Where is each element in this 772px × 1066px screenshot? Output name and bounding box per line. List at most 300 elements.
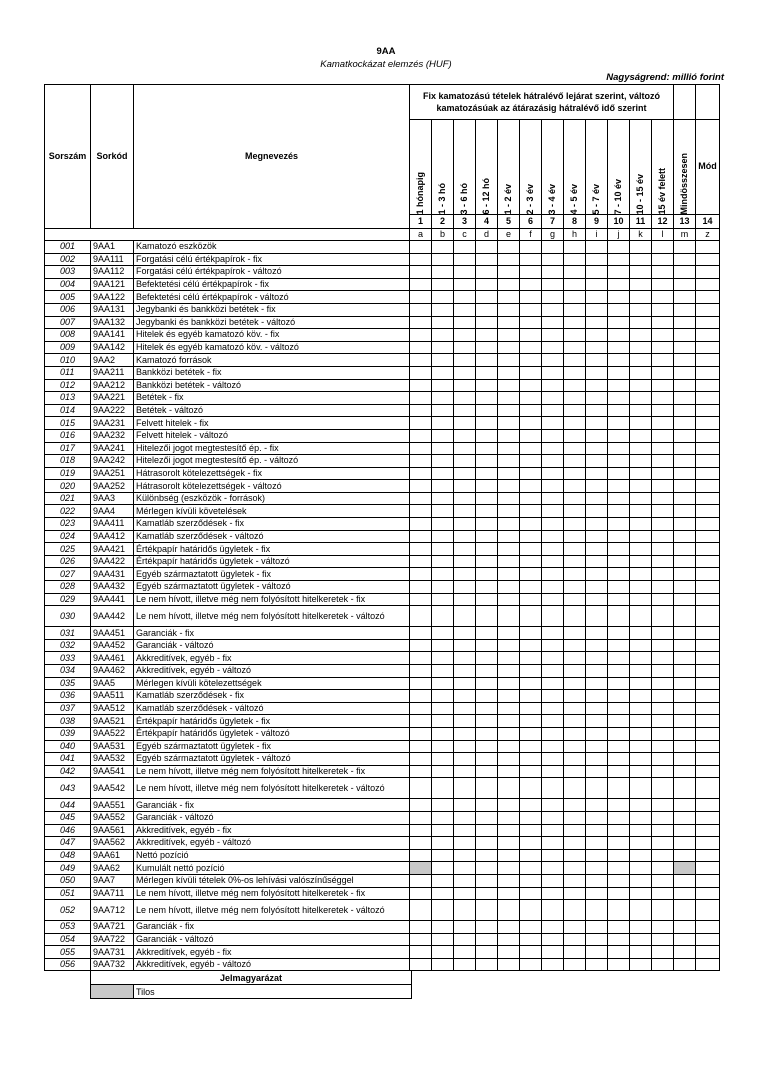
value-cell[interactable] xyxy=(586,581,608,594)
value-cell[interactable] xyxy=(608,455,630,468)
value-cell[interactable] xyxy=(608,824,630,837)
value-cell[interactable] xyxy=(674,404,696,417)
value-cell[interactable] xyxy=(454,366,476,379)
value-cell[interactable] xyxy=(498,392,520,405)
value-cell[interactable] xyxy=(476,555,498,568)
value-cell[interactable] xyxy=(520,811,542,824)
value-cell[interactable] xyxy=(432,837,454,850)
value-cell[interactable] xyxy=(432,740,454,753)
value-cell[interactable] xyxy=(652,639,674,652)
value-cell[interactable] xyxy=(498,690,520,703)
value-cell[interactable] xyxy=(520,639,542,652)
value-cell[interactable] xyxy=(454,921,476,934)
value-cell[interactable] xyxy=(696,291,720,304)
value-cell[interactable] xyxy=(498,417,520,430)
value-cell[interactable] xyxy=(410,329,432,342)
value-cell[interactable] xyxy=(498,316,520,329)
value-cell[interactable] xyxy=(564,849,586,862)
value-cell[interactable] xyxy=(586,291,608,304)
value-cell[interactable] xyxy=(564,627,586,640)
value-cell[interactable] xyxy=(652,677,674,690)
value-cell[interactable] xyxy=(652,727,674,740)
value-cell[interactable] xyxy=(674,241,696,254)
value-cell[interactable] xyxy=(674,702,696,715)
value-cell[interactable] xyxy=(674,316,696,329)
value-cell[interactable] xyxy=(432,518,454,531)
value-cell[interactable] xyxy=(476,404,498,417)
value-cell[interactable] xyxy=(542,849,564,862)
value-cell[interactable] xyxy=(630,921,652,934)
value-cell[interactable] xyxy=(608,740,630,753)
value-cell[interactable] xyxy=(586,593,608,606)
value-cell[interactable] xyxy=(608,665,630,678)
value-cell[interactable] xyxy=(652,417,674,430)
value-cell[interactable] xyxy=(652,593,674,606)
value-cell[interactable] xyxy=(498,702,520,715)
value-cell[interactable] xyxy=(652,740,674,753)
value-cell[interactable] xyxy=(498,429,520,442)
value-cell[interactable] xyxy=(476,849,498,862)
value-cell[interactable] xyxy=(586,505,608,518)
value-cell[interactable] xyxy=(476,778,498,799)
value-cell[interactable] xyxy=(564,900,586,921)
value-cell[interactable] xyxy=(520,837,542,850)
value-cell[interactable] xyxy=(630,811,652,824)
value-cell[interactable] xyxy=(696,627,720,640)
value-cell[interactable] xyxy=(476,933,498,946)
value-cell[interactable] xyxy=(498,811,520,824)
value-cell[interactable] xyxy=(608,862,630,875)
value-cell[interactable] xyxy=(542,341,564,354)
value-cell[interactable] xyxy=(696,442,720,455)
value-cell[interactable] xyxy=(520,266,542,279)
value-cell[interactable] xyxy=(410,316,432,329)
value-cell[interactable] xyxy=(564,303,586,316)
value-cell[interactable] xyxy=(542,778,564,799)
value-cell[interactable] xyxy=(608,639,630,652)
value-cell[interactable] xyxy=(696,799,720,812)
value-cell[interactable] xyxy=(454,727,476,740)
value-cell[interactable] xyxy=(696,606,720,627)
value-cell[interactable] xyxy=(432,442,454,455)
value-cell[interactable] xyxy=(630,900,652,921)
value-cell[interactable] xyxy=(542,278,564,291)
value-cell[interactable] xyxy=(454,518,476,531)
value-cell[interactable] xyxy=(564,837,586,850)
value-cell[interactable] xyxy=(432,581,454,594)
value-cell[interactable] xyxy=(498,727,520,740)
value-cell[interactable] xyxy=(564,480,586,493)
value-cell[interactable] xyxy=(542,900,564,921)
value-cell[interactable] xyxy=(630,690,652,703)
value-cell[interactable] xyxy=(696,392,720,405)
value-cell[interactable] xyxy=(542,366,564,379)
value-cell[interactable] xyxy=(520,480,542,493)
value-cell[interactable] xyxy=(432,715,454,728)
value-cell[interactable] xyxy=(476,442,498,455)
value-cell[interactable] xyxy=(410,442,432,455)
value-cell[interactable] xyxy=(432,799,454,812)
value-cell[interactable] xyxy=(454,329,476,342)
value-cell[interactable] xyxy=(696,417,720,430)
value-cell[interactable] xyxy=(652,811,674,824)
value-cell[interactable] xyxy=(630,627,652,640)
value-cell[interactable] xyxy=(520,593,542,606)
value-cell[interactable] xyxy=(542,291,564,304)
value-cell[interactable] xyxy=(586,946,608,959)
value-cell[interactable] xyxy=(630,543,652,556)
value-cell[interactable] xyxy=(608,593,630,606)
value-cell[interactable] xyxy=(586,266,608,279)
value-cell[interactable] xyxy=(630,253,652,266)
value-cell[interactable] xyxy=(652,492,674,505)
value-cell[interactable] xyxy=(520,824,542,837)
value-cell[interactable] xyxy=(432,921,454,934)
value-cell[interactable] xyxy=(630,740,652,753)
value-cell[interactable] xyxy=(608,530,630,543)
value-cell[interactable] xyxy=(630,241,652,254)
value-cell[interactable] xyxy=(542,862,564,875)
value-cell[interactable] xyxy=(674,765,696,778)
value-cell[interactable] xyxy=(476,581,498,594)
value-cell[interactable] xyxy=(586,677,608,690)
value-cell[interactable] xyxy=(674,606,696,627)
value-cell[interactable] xyxy=(608,715,630,728)
value-cell[interactable] xyxy=(520,241,542,254)
value-cell[interactable] xyxy=(432,824,454,837)
value-cell[interactable] xyxy=(410,530,432,543)
value-cell[interactable] xyxy=(586,627,608,640)
value-cell[interactable] xyxy=(674,417,696,430)
value-cell[interactable] xyxy=(520,366,542,379)
value-cell[interactable] xyxy=(454,849,476,862)
value-cell[interactable] xyxy=(630,291,652,304)
value-cell[interactable] xyxy=(564,291,586,304)
value-cell[interactable] xyxy=(432,887,454,900)
value-cell[interactable] xyxy=(586,874,608,887)
value-cell[interactable] xyxy=(498,837,520,850)
value-cell[interactable] xyxy=(630,946,652,959)
value-cell[interactable] xyxy=(410,900,432,921)
value-cell[interactable] xyxy=(630,824,652,837)
value-cell[interactable] xyxy=(454,665,476,678)
value-cell[interactable] xyxy=(542,933,564,946)
value-cell[interactable] xyxy=(696,278,720,291)
value-cell[interactable] xyxy=(476,455,498,468)
value-cell[interactable] xyxy=(586,341,608,354)
value-cell[interactable] xyxy=(476,665,498,678)
value-cell[interactable] xyxy=(696,887,720,900)
value-cell[interactable] xyxy=(586,799,608,812)
value-cell[interactable] xyxy=(564,778,586,799)
value-cell[interactable] xyxy=(498,933,520,946)
value-cell[interactable] xyxy=(608,921,630,934)
value-cell[interactable] xyxy=(696,946,720,959)
value-cell[interactable] xyxy=(674,740,696,753)
value-cell[interactable] xyxy=(498,492,520,505)
value-cell[interactable] xyxy=(564,278,586,291)
value-cell[interactable] xyxy=(652,702,674,715)
value-cell[interactable] xyxy=(564,874,586,887)
value-cell[interactable] xyxy=(564,354,586,367)
value-cell[interactable] xyxy=(476,921,498,934)
value-cell[interactable] xyxy=(476,652,498,665)
value-cell[interactable] xyxy=(476,593,498,606)
value-cell[interactable] xyxy=(410,606,432,627)
value-cell[interactable] xyxy=(564,417,586,430)
value-cell[interactable] xyxy=(586,811,608,824)
value-cell[interactable] xyxy=(520,778,542,799)
value-cell[interactable] xyxy=(586,518,608,531)
value-cell[interactable] xyxy=(586,933,608,946)
value-cell[interactable] xyxy=(476,266,498,279)
value-cell[interactable] xyxy=(564,862,586,875)
value-cell[interactable] xyxy=(696,715,720,728)
value-cell[interactable] xyxy=(630,581,652,594)
value-cell[interactable] xyxy=(586,429,608,442)
value-cell[interactable] xyxy=(630,874,652,887)
value-cell[interactable] xyxy=(454,354,476,367)
value-cell[interactable] xyxy=(520,303,542,316)
value-cell[interactable] xyxy=(476,303,498,316)
value-cell[interactable] xyxy=(498,715,520,728)
value-cell[interactable] xyxy=(542,593,564,606)
value-cell[interactable] xyxy=(410,429,432,442)
value-cell[interactable] xyxy=(630,404,652,417)
value-cell[interactable] xyxy=(542,480,564,493)
value-cell[interactable] xyxy=(520,278,542,291)
value-cell[interactable] xyxy=(454,253,476,266)
value-cell[interactable] xyxy=(410,765,432,778)
value-cell[interactable] xyxy=(432,849,454,862)
value-cell[interactable] xyxy=(608,946,630,959)
value-cell[interactable] xyxy=(564,715,586,728)
value-cell[interactable] xyxy=(432,627,454,640)
value-cell[interactable] xyxy=(520,765,542,778)
value-cell[interactable] xyxy=(586,778,608,799)
value-cell[interactable] xyxy=(432,417,454,430)
value-cell[interactable] xyxy=(498,627,520,640)
value-cell[interactable] xyxy=(630,266,652,279)
value-cell[interactable] xyxy=(498,266,520,279)
value-cell[interactable] xyxy=(476,606,498,627)
value-cell[interactable] xyxy=(542,799,564,812)
value-cell[interactable] xyxy=(696,727,720,740)
value-cell[interactable] xyxy=(454,429,476,442)
value-cell[interactable] xyxy=(564,740,586,753)
value-cell[interactable] xyxy=(696,765,720,778)
value-cell[interactable] xyxy=(608,316,630,329)
value-cell[interactable] xyxy=(652,627,674,640)
value-cell[interactable] xyxy=(608,690,630,703)
value-cell[interactable] xyxy=(674,593,696,606)
value-cell[interactable] xyxy=(674,329,696,342)
value-cell[interactable] xyxy=(586,887,608,900)
value-cell[interactable] xyxy=(608,467,630,480)
value-cell[interactable] xyxy=(652,366,674,379)
value-cell[interactable] xyxy=(498,278,520,291)
value-cell[interactable] xyxy=(564,241,586,254)
value-cell[interactable] xyxy=(674,480,696,493)
value-cell[interactable] xyxy=(608,958,630,971)
value-cell[interactable] xyxy=(608,849,630,862)
value-cell[interactable] xyxy=(652,303,674,316)
value-cell[interactable] xyxy=(498,778,520,799)
value-cell[interactable] xyxy=(454,627,476,640)
value-cell[interactable] xyxy=(586,555,608,568)
value-cell[interactable] xyxy=(586,417,608,430)
value-cell[interactable] xyxy=(674,555,696,568)
value-cell[interactable] xyxy=(454,581,476,594)
value-cell[interactable] xyxy=(564,543,586,556)
value-cell[interactable] xyxy=(652,849,674,862)
value-cell[interactable] xyxy=(454,568,476,581)
value-cell[interactable] xyxy=(476,627,498,640)
value-cell[interactable] xyxy=(432,291,454,304)
value-cell[interactable] xyxy=(674,727,696,740)
value-cell[interactable] xyxy=(674,392,696,405)
value-cell[interactable] xyxy=(696,241,720,254)
value-cell[interactable] xyxy=(630,555,652,568)
value-cell[interactable] xyxy=(454,341,476,354)
value-cell[interactable] xyxy=(630,505,652,518)
value-cell[interactable] xyxy=(542,665,564,678)
value-cell[interactable] xyxy=(410,946,432,959)
value-cell[interactable] xyxy=(498,849,520,862)
value-cell[interactable] xyxy=(696,811,720,824)
value-cell[interactable] xyxy=(498,900,520,921)
value-cell[interactable] xyxy=(696,303,720,316)
value-cell[interactable] xyxy=(630,933,652,946)
value-cell[interactable] xyxy=(520,740,542,753)
value-cell[interactable] xyxy=(586,753,608,766)
value-cell[interactable] xyxy=(586,530,608,543)
value-cell[interactable] xyxy=(476,278,498,291)
value-cell[interactable] xyxy=(432,505,454,518)
value-cell[interactable] xyxy=(542,824,564,837)
value-cell[interactable] xyxy=(564,639,586,652)
value-cell[interactable] xyxy=(520,253,542,266)
value-cell[interactable] xyxy=(520,442,542,455)
value-cell[interactable] xyxy=(410,417,432,430)
value-cell[interactable] xyxy=(432,241,454,254)
value-cell[interactable] xyxy=(608,417,630,430)
value-cell[interactable] xyxy=(564,946,586,959)
value-cell[interactable] xyxy=(454,555,476,568)
value-cell[interactable] xyxy=(630,455,652,468)
value-cell[interactable] xyxy=(454,837,476,850)
value-cell[interactable] xyxy=(520,715,542,728)
value-cell[interactable] xyxy=(454,799,476,812)
value-cell[interactable] xyxy=(542,740,564,753)
value-cell[interactable] xyxy=(520,933,542,946)
value-cell[interactable] xyxy=(630,518,652,531)
value-cell[interactable] xyxy=(432,392,454,405)
value-cell[interactable] xyxy=(520,543,542,556)
value-cell[interactable] xyxy=(652,652,674,665)
value-cell[interactable] xyxy=(432,593,454,606)
value-cell[interactable] xyxy=(696,837,720,850)
value-cell[interactable] xyxy=(542,455,564,468)
value-cell[interactable] xyxy=(454,702,476,715)
value-cell[interactable] xyxy=(520,874,542,887)
value-cell[interactable] xyxy=(696,480,720,493)
value-cell[interactable] xyxy=(498,765,520,778)
value-cell[interactable] xyxy=(630,702,652,715)
value-cell[interactable] xyxy=(410,303,432,316)
value-cell[interactable] xyxy=(476,467,498,480)
value-cell[interactable] xyxy=(674,467,696,480)
value-cell[interactable] xyxy=(696,690,720,703)
value-cell[interactable] xyxy=(432,253,454,266)
value-cell[interactable] xyxy=(652,404,674,417)
value-cell[interactable] xyxy=(608,442,630,455)
value-cell[interactable] xyxy=(432,900,454,921)
value-cell[interactable] xyxy=(432,958,454,971)
value-cell[interactable] xyxy=(608,392,630,405)
value-cell[interactable] xyxy=(410,354,432,367)
value-cell[interactable] xyxy=(630,341,652,354)
value-cell[interactable] xyxy=(454,392,476,405)
value-cell[interactable] xyxy=(454,778,476,799)
value-cell[interactable] xyxy=(630,303,652,316)
value-cell[interactable] xyxy=(696,900,720,921)
value-cell[interactable] xyxy=(564,366,586,379)
value-cell[interactable] xyxy=(432,480,454,493)
value-cell[interactable] xyxy=(410,652,432,665)
value-cell[interactable] xyxy=(586,639,608,652)
value-cell[interactable] xyxy=(432,677,454,690)
value-cell[interactable] xyxy=(476,518,498,531)
value-cell[interactable] xyxy=(652,354,674,367)
value-cell[interactable] xyxy=(476,354,498,367)
value-cell[interactable] xyxy=(630,606,652,627)
value-cell[interactable] xyxy=(608,874,630,887)
value-cell[interactable] xyxy=(564,442,586,455)
value-cell[interactable] xyxy=(608,429,630,442)
value-cell[interactable] xyxy=(652,316,674,329)
value-cell[interactable] xyxy=(410,702,432,715)
value-cell[interactable] xyxy=(542,530,564,543)
value-cell[interactable] xyxy=(674,921,696,934)
value-cell[interactable] xyxy=(498,665,520,678)
value-cell[interactable] xyxy=(674,958,696,971)
value-cell[interactable] xyxy=(454,740,476,753)
value-cell[interactable] xyxy=(674,627,696,640)
value-cell[interactable] xyxy=(652,392,674,405)
value-cell[interactable] xyxy=(586,958,608,971)
value-cell[interactable] xyxy=(542,765,564,778)
value-cell[interactable] xyxy=(476,568,498,581)
value-cell[interactable] xyxy=(652,874,674,887)
value-cell[interactable] xyxy=(410,480,432,493)
value-cell[interactable] xyxy=(542,505,564,518)
value-cell[interactable] xyxy=(608,727,630,740)
value-cell[interactable] xyxy=(432,568,454,581)
value-cell[interactable] xyxy=(454,505,476,518)
value-cell[interactable] xyxy=(476,366,498,379)
value-cell[interactable] xyxy=(652,467,674,480)
value-cell[interactable] xyxy=(432,543,454,556)
value-cell[interactable] xyxy=(542,492,564,505)
value-cell[interactable] xyxy=(476,639,498,652)
value-cell[interactable] xyxy=(410,824,432,837)
value-cell[interactable] xyxy=(586,837,608,850)
value-cell[interactable] xyxy=(476,429,498,442)
value-cell[interactable] xyxy=(520,849,542,862)
value-cell[interactable] xyxy=(586,404,608,417)
value-cell[interactable] xyxy=(542,811,564,824)
